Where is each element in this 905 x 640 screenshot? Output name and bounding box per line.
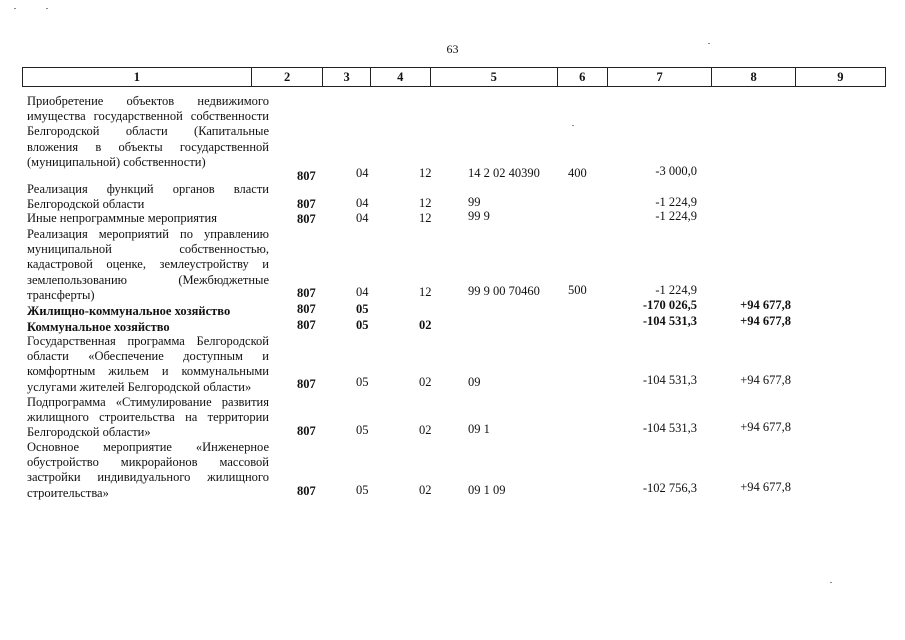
- cell-col5: 09 1 09: [468, 483, 506, 497]
- row-description: Государственная программа Белгородской области «Обеспечение доступным и комфортным жильем и коммунальными услугами жителей Белгородской области»: [27, 334, 269, 394]
- cell-col2: 807: [297, 377, 316, 391]
- cell-col7: -1 224,9: [655, 283, 697, 297]
- row-description: Подпрограмма «Стимулирование развития жилищного строительства на территории Белгородской области»: [27, 395, 269, 440]
- cell-col8: +94 677,8: [740, 373, 791, 387]
- cell-col7: -104 531,3: [642, 421, 697, 435]
- cell-col8: +94 677,8: [740, 314, 791, 328]
- cell-col7: -1 224,9: [655, 195, 697, 209]
- cell-col2: 807: [297, 318, 316, 332]
- header-col-9: 9: [837, 70, 844, 84]
- row-description: Иные непрограммные мероприятия: [27, 211, 217, 225]
- cell-col4: 02: [419, 375, 432, 389]
- cell-col4: 02: [419, 483, 432, 497]
- row-description: Основное мероприятие «Инженерное обустройство микрорайонов массовой застройки индивидуального жилищного строительства»: [27, 440, 269, 500]
- scan-speck: [830, 582, 832, 583]
- cell-col3: 04: [356, 285, 369, 299]
- cell-col5: 09: [468, 375, 481, 389]
- cell-col2: 807: [297, 212, 316, 226]
- header-col-5: 5: [431, 68, 558, 86]
- scan-speck: [708, 43, 710, 44]
- cell-col3: 05: [356, 318, 369, 332]
- cell-col2: 807: [297, 484, 316, 498]
- header-col-8: 8: [712, 68, 795, 86]
- table-header: [22, 67, 886, 87]
- row-description: Приобретение объектов недвижимого имущества государственной собственности Белгородской области (Капитальные вложения в объекты государственной (муниципальной) собственности): [27, 94, 269, 169]
- cell-col4: 12: [419, 166, 432, 180]
- scan-speck: [46, 8, 48, 9]
- cell-col7: -1 224,9: [655, 209, 697, 223]
- cell-col3: 04: [356, 196, 369, 210]
- cell-col7: -170 026,5: [642, 298, 697, 312]
- cell-col4: 02: [419, 423, 432, 437]
- scan-speck: [14, 8, 16, 9]
- header-col-2: 2: [252, 68, 324, 86]
- row-description: Реализация функций органов власти Белгородской области: [27, 182, 269, 212]
- cell-col3: 05: [356, 483, 369, 497]
- cell-col6: 400: [568, 166, 587, 180]
- scan-speck: [572, 125, 574, 126]
- header-col-6: 6: [558, 68, 608, 86]
- cell-col2: 807: [297, 197, 316, 211]
- row-description: Реализация мероприятий по управлению муниципальной собственностью, кадастровой оценке, землеустройству и землепользованию (Межбюджетные трансферты): [27, 227, 269, 302]
- cell-col3: 05: [356, 423, 369, 437]
- cell-col2: 807: [297, 302, 316, 316]
- cell-col5: 99 9: [468, 209, 490, 223]
- cell-col7: -102 756,3: [642, 481, 697, 495]
- cell-col7: -104 531,3: [642, 373, 697, 387]
- cell-col3: 05: [356, 302, 369, 316]
- header-col-3: 3: [323, 68, 370, 86]
- header-col-7: 7: [608, 68, 713, 86]
- cell-col8: +94 677,8: [740, 420, 791, 434]
- cell-col5: 14 2 02 40390: [468, 166, 540, 180]
- cell-col5: 99 9 00 70460: [468, 284, 540, 298]
- cell-col4: 12: [419, 285, 432, 299]
- cell-col5: 09 1: [468, 422, 490, 436]
- cell-col2: 807: [297, 169, 316, 183]
- cell-col3: 04: [356, 166, 369, 180]
- cell-col2: 807: [297, 286, 316, 300]
- cell-col3: 04: [356, 211, 369, 225]
- cell-col8: +94 677,8: [740, 298, 791, 312]
- cell-col7: -3 000,0: [655, 164, 697, 178]
- page-number: 63: [446, 42, 459, 56]
- row-description: Коммунальное хозяйство: [27, 320, 170, 334]
- cell-col4: 12: [419, 196, 432, 210]
- row-description: Жилищно-коммунальное хозяйство: [27, 304, 231, 318]
- header-col-1: 1: [23, 68, 252, 86]
- cell-col5: 99: [468, 195, 481, 209]
- cell-col6: 500: [568, 283, 587, 297]
- cell-col4: 12: [419, 211, 432, 225]
- cell-col2: 807: [297, 424, 316, 438]
- cell-col8: +94 677,8: [740, 480, 791, 494]
- cell-col3: 05: [356, 375, 369, 389]
- header-col-4: 4: [371, 68, 431, 86]
- cell-col4: 02: [419, 318, 432, 332]
- cell-col7: -104 531,3: [642, 314, 697, 328]
